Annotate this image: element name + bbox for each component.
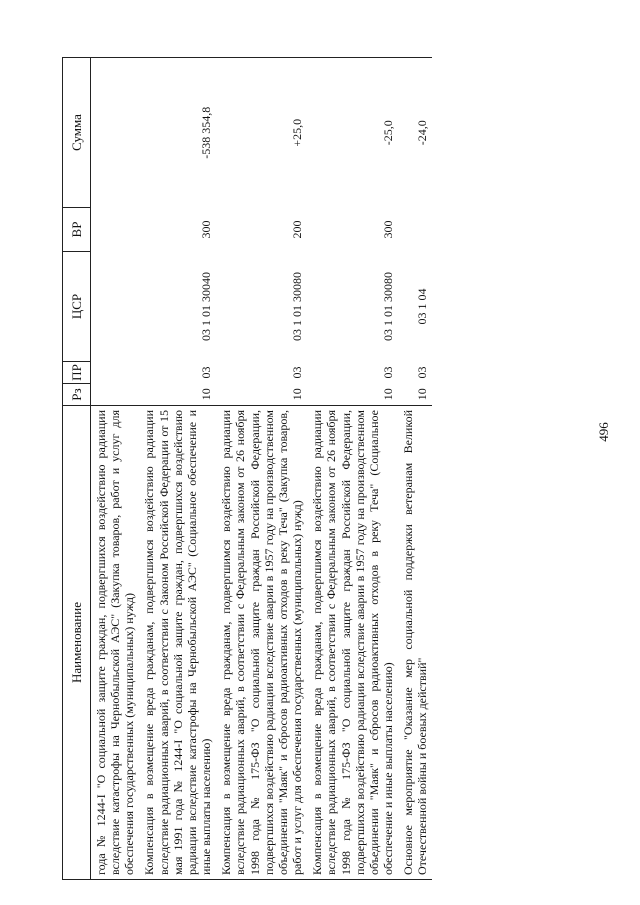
row-vr (398, 208, 432, 252)
row-pr (91, 362, 140, 384)
row-name: Основное мероприятие "Оказание мер социальной поддержки ветеранам Великой Отечественной войны и боевых действий" (398, 406, 432, 880)
row-vr: 300 (199, 220, 214, 239)
row-sum: +25,0 (216, 58, 307, 208)
table-row (398, 58, 432, 880)
row-vr: 200 (290, 220, 305, 239)
table-row (307, 58, 398, 880)
header-rz: Рз (63, 384, 91, 406)
row-sum (91, 58, 140, 208)
header-csr: ЦСР (63, 252, 91, 362)
row-rz: 10 (290, 388, 305, 401)
row-sum: -538 354,8 (139, 58, 216, 208)
row-name: Компенсация в возмещение вреда гражданам, подвергшимся воздействию радиации вследствие радиационных аварий, в соответствии с Законом Российской Федерации от 15 мая 1991 года № 1244-I "О социальной защите граждан, подвергшихся воздействию радиации вследствие катастрофы на Чернобыльской АЭС" (Социальное обеспечение и иные выплаты населению) (139, 406, 216, 880)
page-number: 496 (596, 422, 611, 442)
row-pr: 03 (415, 366, 430, 379)
header-name: Наименование (63, 406, 91, 880)
row-csr: 03 1 04 (415, 288, 430, 325)
header-pr: ПР (63, 362, 91, 384)
row-rz: 10 (380, 388, 395, 401)
row-name: года № 1244-I "О социальной защите граждан, подвергшихся воздействию радиации вследствие катастрофы на Чернобыльской АЭС" (Закупка товаров, работ и услуг для обеспечения государственных (муниципальных) нужд) (91, 406, 140, 880)
table-row (139, 58, 216, 880)
row-vr (91, 208, 140, 252)
row-rz: 10 (199, 388, 214, 401)
header-sum: Сумма (63, 58, 91, 208)
row-pr: 03 (199, 366, 214, 379)
row-rz: 10 (415, 388, 430, 401)
row-csr: 03 1 01 30080 (290, 272, 305, 341)
row-csr (91, 252, 140, 362)
row-name: Компенсация в возмещение вреда гражданам, подвергшимся воздействию радиации вследствие радиационных аварий, в соответствии с Федеральным законом от 26 ноября 1998 года № 175-ФЗ "О социальной защите граждан Российской Федерации, подвергшихся воздействию радиации вследствие аварии в 1957 году на производственном объединении "Маяк" и сбросов радиоактивных отходов в реку Теча" (Закупка товаров, работ и услуг для обеспечения государственных (муниципальных) нужд) (216, 406, 307, 880)
row-sum: -25,0 (307, 58, 398, 208)
row-rz (91, 384, 140, 406)
table-row (216, 58, 307, 880)
budget-table (62, 57, 432, 880)
row-vr: 300 (380, 220, 395, 239)
row-csr: 03 1 01 30080 (380, 272, 395, 341)
table-row (91, 58, 140, 880)
rotated-page-content (62, 58, 606, 880)
row-pr: 03 (380, 366, 395, 379)
row-sum: -24,0 (398, 58, 432, 208)
row-csr: 03 1 01 30040 (199, 272, 214, 341)
table-header-row (63, 58, 91, 880)
header-vr: ВР (63, 208, 91, 252)
row-name: Компенсация в возмещение вреда гражданам, подвергшимся воздействию радиации вследствие радиационных аварий, в соответствии с Федеральным законом от 26 ноября 1998 года № 175-ФЗ "О социальной защите граждан Российской Федерации, подвергшихся воздействию радиации вследствие аварии в 1957 году на производственном объединении "Маяк" и сбросов радиоактивных отходов в реку Теча" (Социальное обеспечение и иные выплаты населению) (307, 406, 398, 880)
row-pr: 03 (290, 366, 305, 379)
